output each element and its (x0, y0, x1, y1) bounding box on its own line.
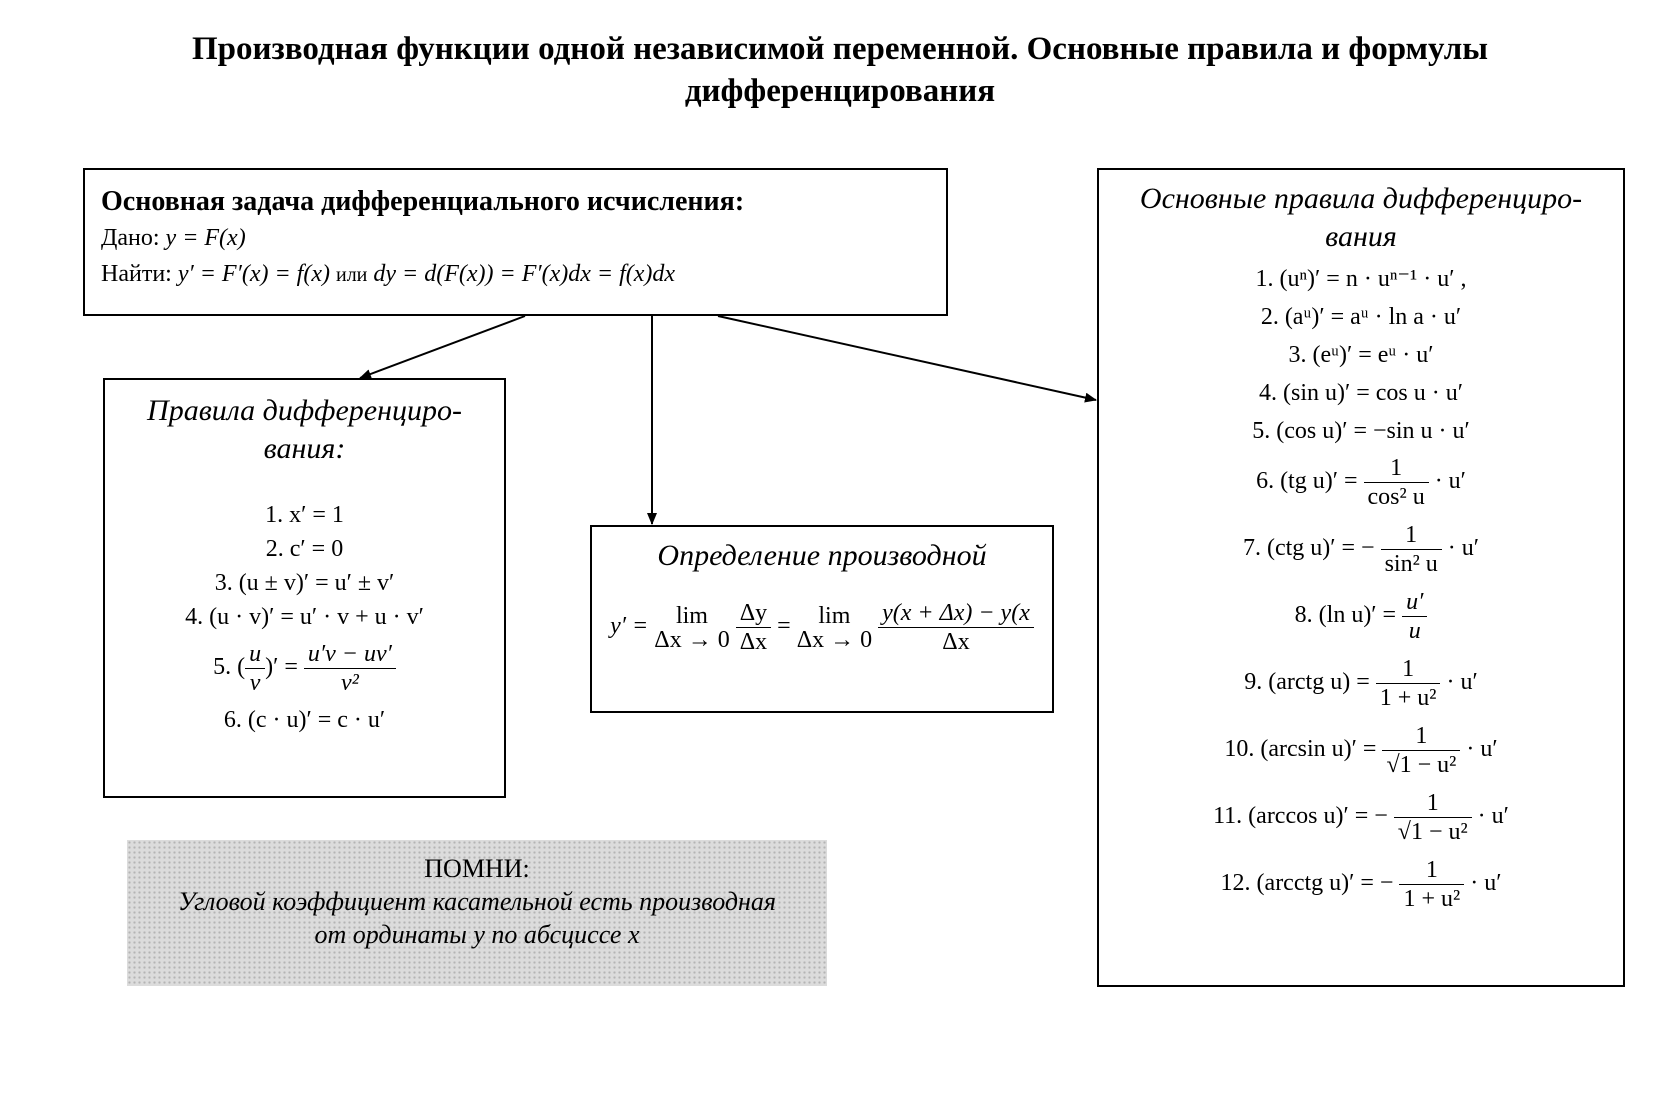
formula-7-den: sin² u (1384, 551, 1438, 577)
formula-6-left: 6. (tg u)′ = (1256, 468, 1358, 495)
formula-7-right: · u′ (1447, 535, 1480, 562)
rule-5-v: v (249, 670, 261, 696)
def-y-prime: y′ = (610, 613, 649, 640)
formula-10-den: √1 − u² (1386, 752, 1457, 778)
remember-heading: ПОМНИ: (424, 854, 530, 883)
def-num2: y(x + Δx) − y(x (878, 599, 1034, 628)
formula-11-fraction (1394, 789, 1472, 846)
rule-3: 3. (u ± v)′ = u′ ± v′ (214, 570, 395, 596)
rule-5-num: u′v − uv′ (304, 640, 396, 669)
rules-title-line1: Правила дифференциро- (147, 394, 462, 427)
rule-5-mid: )′ = (265, 654, 298, 681)
formula-6-num: 1 (1364, 454, 1429, 483)
formula-6-den: cos² u (1367, 484, 1425, 510)
formula-8-left: 8. (ln u)′ = (1294, 602, 1397, 629)
formula-11-num: 1 (1394, 789, 1472, 818)
formula-9-left: 9. (arctg u) = (1244, 669, 1370, 696)
remember-line-1: Угловой коэффициент касательной есть производная (177, 887, 777, 916)
find-formula-2: dy = d(F(x)) = F′(x)dx = f(x)dx (373, 261, 676, 287)
formula-12-den: 1 + u² (1403, 886, 1461, 912)
rule-5-u: u (245, 640, 265, 669)
formula-10-left: 10. (arcsin u)′ = (1224, 736, 1377, 763)
def-limit-1 (654, 604, 729, 652)
find-row (101, 256, 930, 293)
main-task-heading: Основная задача дифференциального исчисления: (101, 186, 745, 217)
formula-3: 3. (eᵘ)′ = eᵘ · u′ (1288, 342, 1434, 368)
def-dx: Δx (739, 629, 768, 655)
rule-5-den: v² (340, 670, 359, 696)
formula-9-right: · u′ (1446, 669, 1478, 696)
formula-8 (1099, 588, 1623, 645)
formula-1: 1. (uⁿ)′ = n · uⁿ⁻¹ · u′ , (1255, 266, 1467, 292)
rules-box (103, 378, 506, 798)
rule-5-fraction (304, 640, 396, 697)
formula-8-fraction (1402, 588, 1427, 645)
formulas-box (1097, 168, 1625, 987)
formula-10-num: 1 (1382, 722, 1460, 751)
formula-9-fraction (1376, 655, 1441, 712)
formula-11 (1099, 789, 1623, 846)
rules-title-line2: вания: (263, 432, 346, 465)
or-label: или (335, 264, 368, 286)
formulas-title-line2: вания (1325, 220, 1397, 253)
formula-6 (1099, 454, 1623, 511)
main-task-box (83, 168, 948, 316)
def-lim-sub-2: Δx → 0 (796, 626, 873, 653)
formula-11-left: 11. (arccos u)′ = − (1213, 803, 1388, 830)
rule-1: 1. x′ = 1 (265, 502, 344, 528)
def-limit-2 (797, 604, 872, 652)
remember-line-2: от ординаты y по абсциссе x (314, 920, 640, 949)
formula-12-fraction (1399, 856, 1464, 913)
formula-8-den: u (1408, 618, 1421, 644)
rule-4: 4. (u · v)′ = u′ · v + u · v′ (185, 604, 424, 630)
formula-9 (1099, 655, 1623, 712)
formula-12-right: · u′ (1470, 870, 1502, 897)
formula-5: 5. (cos u)′ = −sin u · u′ (1252, 418, 1470, 444)
formula-7-left: 7. (ctg u)′ = − (1242, 535, 1375, 562)
definition-formula (592, 599, 1052, 656)
formula-10-right: · u′ (1466, 736, 1498, 763)
def-fraction-2 (878, 599, 1034, 656)
formula-7 (1099, 521, 1623, 578)
definition-title: Определение производной (657, 539, 987, 572)
given-label: Дано: (101, 225, 160, 251)
def-fraction-1 (736, 599, 771, 656)
formula-9-num: 1 (1376, 655, 1441, 684)
formula-11-den: √1 − u² (1397, 819, 1468, 845)
find-formula-1: y′ = F′(x) = f(x) (177, 261, 330, 287)
formula-11-right: · u′ (1477, 803, 1509, 830)
page-title: Производная функции одной независимой переменной. Основные правила и формулы дифференцирования (191, 31, 1488, 109)
def-dy: Δy (736, 599, 771, 628)
def-den2: Δx (942, 629, 970, 655)
formula-8-num: u′ (1402, 588, 1427, 617)
formula-6-right: · u′ (1434, 468, 1466, 495)
given-formula: y = F(x) (165, 225, 246, 251)
formula-10-fraction (1382, 722, 1460, 779)
rule-6: 6. (c · u)′ = c · u′ (223, 707, 386, 733)
definition-box (590, 525, 1054, 713)
formula-9-den: 1 + u² (1379, 685, 1437, 711)
formula-4: 4. (sin u)′ = cos u · u′ (1258, 380, 1463, 406)
formula-12-left: 12. (arcctg u)′ = − (1220, 870, 1394, 897)
formula-10 (1099, 722, 1623, 779)
arrow-to-formulas (718, 316, 1096, 400)
rule-5 (105, 640, 504, 697)
formulas-title-line1: Основные правила дифференциро- (1139, 182, 1583, 215)
def-lim-1: lim (675, 602, 708, 629)
given-row (101, 220, 930, 256)
rule-2: 2. c′ = 0 (265, 536, 344, 562)
def-lim-sub-1: Δx → 0 (654, 626, 730, 653)
rule-5-prefix: 5. ( (213, 654, 246, 681)
formula-12-num: 1 (1399, 856, 1464, 885)
find-label: Найти: (101, 261, 172, 287)
def-lim-2: lim (818, 602, 851, 629)
formula-7-fraction (1381, 521, 1442, 578)
remember-note (127, 840, 827, 986)
formula-7-num: 1 (1381, 521, 1442, 550)
rule-5-uv-fraction (245, 640, 265, 697)
formula-12 (1099, 856, 1623, 913)
def-eq: = (777, 613, 791, 640)
formula-6-fraction (1364, 454, 1429, 511)
formula-2: 2. (aᵘ)′ = aᵘ · ln a · u′ (1260, 304, 1462, 330)
arrow-to-rules (360, 316, 525, 378)
